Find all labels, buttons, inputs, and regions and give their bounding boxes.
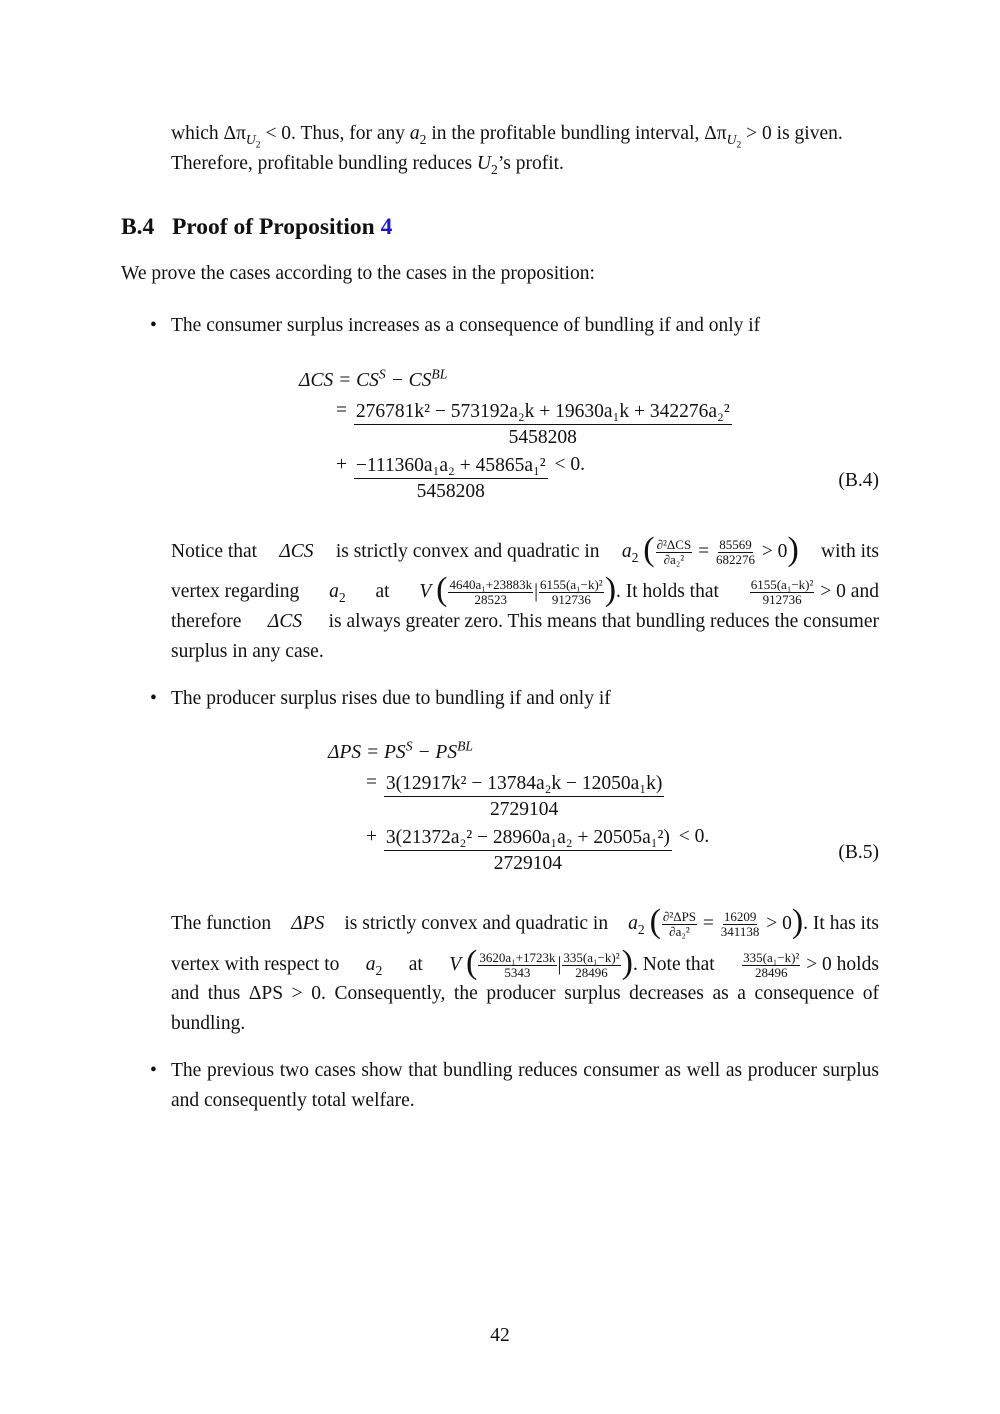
- bullet1-lead: The consumer surplus increases as a consequence of bundling if and only if: [171, 315, 761, 336]
- bullet2-para-line2: vertex with respect to $a_2$ at V ( $\frac{\text{3620a₁+1723k}}{5343}$ | $\frac{\text{335(a₁−k)²}}{28496}$ ). Note that $\frac{\text{335(a₁−k)²}}{28496}$ > 0 holds: [171, 944, 879, 981]
- eq-b4-fraction-2: $\frac{\text{−111360a₁a₂ + 45865a₁²}}{5458208}$: [355, 455, 546, 502]
- bullet-marker: •: [150, 315, 157, 336]
- eq-b4-line3: + $\frac{\text{−111360a₁a₂ + 45865a₁²}}{5458208}$ < 0.: [336, 454, 585, 505]
- bullet2-para-line1: The function ΔPS is strictly convex and quadratic in $a_2$ ( $\frac{\text{∂²ΔPS}}{\text{∂a₂²}}$ = $\frac{16209}{341138}$ > 0). It has its: [171, 903, 879, 940]
- bullet-marker: •: [150, 688, 157, 709]
- page-number: 42: [490, 1325, 510, 1346]
- paragraph-continuation-line-1: which $\Delta\pi_{U_2} < 0$. Thus, for any $a_2$ in the profitable bundling interval, $\Delta\pi_{U_2} > 0$ is given.: [171, 123, 843, 151]
- bullet-marker: •: [150, 1060, 157, 1081]
- eq-b4-line2: = $\frac{\text{276781k² − 573192a₂k + 19630a₁k + 342276a₂²}}{5458208}$: [336, 400, 734, 451]
- bullet1-para-line4: surplus in any case.: [171, 641, 324, 662]
- eq-b4-fraction-1: $\frac{\text{276781k² − 573192a₂k + 19630a₁k + 342276a₂²}}{5458208}$: [355, 401, 730, 448]
- eq-label-b5: (B.5): [838, 842, 879, 863]
- paragraph-continuation-line-2: Therefore, profitable bundling reduces $U_2’s$ profit.: [171, 153, 564, 177]
- eq-b5-fraction-2: $\frac{\text{3(21372a₂² − 28960a₁a₂ + 20505a₁²)}}{2729104}$: [385, 827, 670, 874]
- bullet1-para-line1: Notice that ΔCS is strictly convex and quadratic in $a_2$ ( $\frac{\text{∂²ΔCS}}{\text{∂a₂²}}$ = $\frac{85569}{682276}$ > 0) with its: [171, 531, 879, 568]
- bullet2-lead: The producer surplus rises due to bundling if and only if: [171, 688, 611, 709]
- eq-b5-fraction-1: $\frac{\text{3(12917k² − 13784a₂k − 12050a₁k)}}{2729104}$: [385, 773, 663, 820]
- proposition-link[interactable]: 4: [380, 214, 393, 240]
- bullet1-para-line3: therefore ΔCS is always greater zero. This means that bundling reduces the consumer: [171, 611, 879, 632]
- bullet2-para-line3: and thus ΔPS > 0. Consequently, the producer surplus decreases as a consequence of: [171, 983, 879, 1004]
- eq-b5-line3: + $\frac{\text{3(21372a₂² − 28960a₁a₂ + 20505a₁²)}}{2729104}$ < 0.: [366, 826, 709, 877]
- intro-text: We prove the cases according to the cases in the proposition:: [121, 263, 595, 284]
- eq-b5-line1: $\Delta PS = PS^S - PS^{BL}$: [328, 738, 474, 763]
- bullet3-line2: and consequently total welfare.: [171, 1090, 415, 1111]
- eq-label-b4: (B.4): [838, 470, 879, 491]
- bullet2-para-line4: bundling.: [171, 1013, 246, 1034]
- section-number: B.4: [121, 214, 155, 240]
- eq-b5-line2: = $\frac{\text{3(12917k² − 13784a₂k − 12050a₁k)}}{2729104}$: [366, 772, 666, 823]
- eq-b4-line1: $\Delta CS = CS^S - CS^{BL}$: [299, 366, 448, 391]
- section-heading: [121, 214, 392, 241]
- section-title: Proof of Proposition: [171, 214, 375, 240]
- bullet3-line1: The previous two cases show that bundling reduces consumer as well as producer surplus: [171, 1060, 879, 1081]
- bullet1-para-line2: vertex regarding $a_2$ at V ( $\frac{\text{4640a₁+23883k}}{28523}$ | $\frac{\text{6155(a₁−k)²}}{912736}$ ). It holds that $\frac{\text{6155(a₁−k)²}}{912736}$ > 0 and: [171, 571, 879, 608]
